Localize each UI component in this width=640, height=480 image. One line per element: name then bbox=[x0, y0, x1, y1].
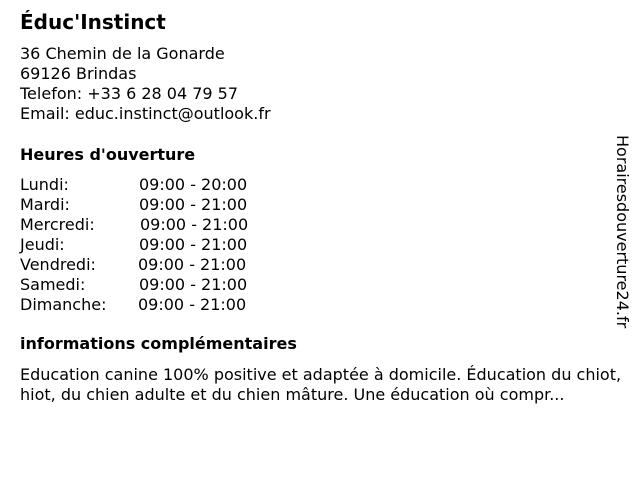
day-label: Dimanche: bbox=[20, 295, 107, 314]
day-label: Jeudi: bbox=[20, 235, 65, 254]
hours-row-thursday bbox=[20, 235, 300, 255]
day-label: Vendredi: bbox=[20, 255, 96, 274]
time-range: 09:00 - 21:00 bbox=[139, 235, 248, 254]
street-address: 36 Chemin de la Gonarde bbox=[20, 44, 225, 63]
hours-row-saturday bbox=[20, 275, 300, 295]
description-text bbox=[20, 365, 640, 405]
hours-row-friday bbox=[20, 255, 300, 275]
time-range: 09:00 - 20:00 bbox=[139, 175, 248, 194]
email-address: Email: educ.instinct@outlook.fr bbox=[20, 104, 271, 123]
hours-row-tuesday bbox=[20, 195, 300, 215]
description-line-1: Education canine 100% positive et adaptée à domicile. Éducation du chiot, bbox=[20, 365, 622, 384]
info-heading: informations complémentaires bbox=[20, 334, 297, 353]
phone-number: Telefon: +33 6 28 04 79 57 bbox=[20, 84, 239, 103]
hours-row-sunday bbox=[20, 295, 300, 315]
description-line-2: hiot, du chien adulte et du chien mâture. Une éducation où compr... bbox=[20, 385, 565, 404]
time-range: 09:00 - 21:00 bbox=[138, 255, 247, 274]
day-label: Mercredi: bbox=[20, 215, 95, 234]
hours-row-monday bbox=[20, 175, 300, 195]
hours-heading: Heures d'ouverture bbox=[20, 145, 196, 164]
day-label: Lundi: bbox=[20, 175, 69, 194]
time-range: 09:00 - 21:00 bbox=[138, 295, 247, 314]
day-label: Samedi: bbox=[20, 275, 86, 294]
hours-row-wednesday bbox=[20, 215, 300, 235]
time-range: 09:00 - 21:00 bbox=[139, 275, 248, 294]
watermark-text: Horairesdouverture24.fr bbox=[613, 135, 632, 329]
time-range: 09:00 - 21:00 bbox=[140, 215, 249, 234]
hours-table bbox=[20, 175, 300, 315]
contact-block bbox=[20, 44, 271, 124]
city-postal: 69126 Brindas bbox=[20, 64, 137, 83]
business-name: Éduc'Instinct bbox=[20, 10, 166, 34]
time-range: 09:00 - 21:00 bbox=[139, 195, 248, 214]
day-label: Mardi: bbox=[20, 195, 70, 214]
